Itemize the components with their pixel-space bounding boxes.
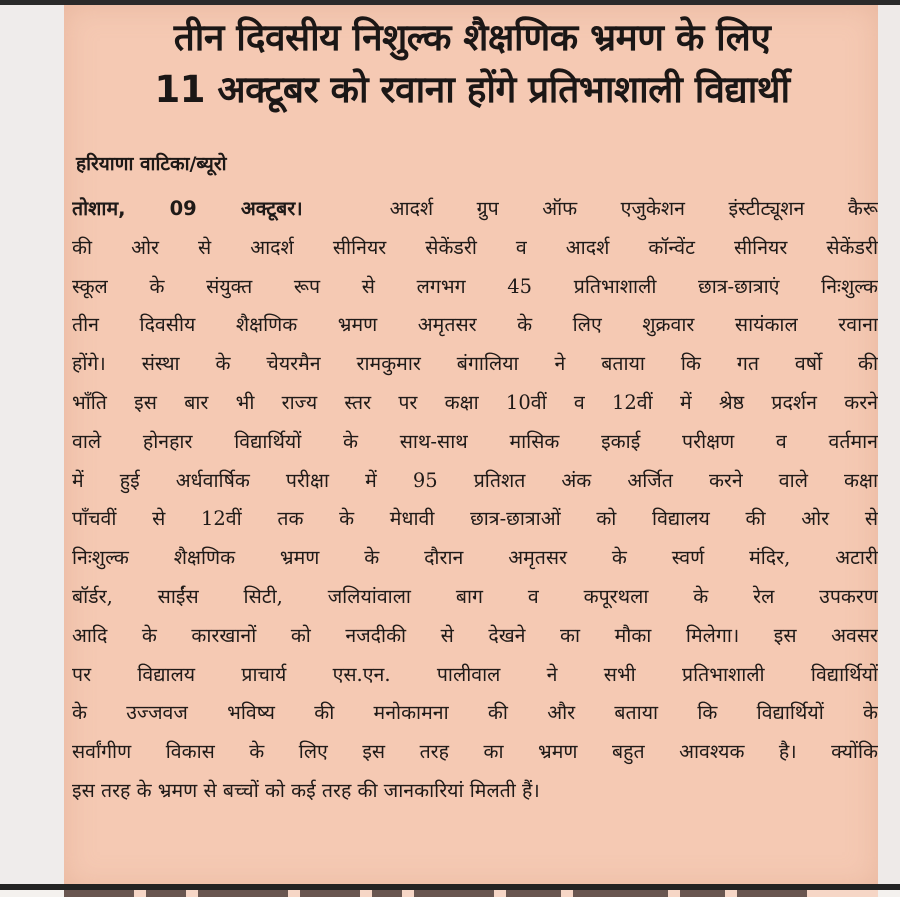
dateline: तोशाम, 09 अक्टूबर। xyxy=(72,197,303,220)
body-line: होंगे। संस्था के चेयरमैन रामकुमार बंगालिया ने बताया कि गत वर्षो की xyxy=(72,352,878,376)
body-line: बॉर्डर, साईंस सिटी, जलियांवाला बाग व कपूरथला के रेल उपकरण xyxy=(72,584,878,608)
headline-line-2: 11 अक्टूबर को रवाना होंगे प्रतिभाशाली विद्यार्थी xyxy=(154,68,790,111)
body-line: तीन दिवसीय शैक्षणिक भ्रमण अमृतसर के लिए शुक्रवार सायंकाल रवाना xyxy=(72,313,878,337)
body-line: के उज्जवज भविष्य की मनोकामना की और बताया कि विद्यार्थियों के xyxy=(72,701,878,725)
next-headline-peek xyxy=(64,890,878,897)
article-body xyxy=(72,190,878,811)
body-line: इस तरह के भ्रमण से बच्चों को कई तरह की जानकारियां मिलती हैं। xyxy=(72,778,540,802)
right-margin xyxy=(878,5,900,890)
body-line: पर विद्यालय प्राचार्य एस.एन. पालीवाल ने सभी प्रतिभाशाली विद्यार्थियों xyxy=(72,662,878,686)
body-line: वाले होनहार विद्यार्थियों के साथ-साथ मासिक इकाई परीक्षण व वर्तमान xyxy=(72,429,878,453)
left-margin xyxy=(0,5,64,890)
body-line: पाँचवीं से 12वीं तक के मेधावी छात्र-छात्राओं को विद्यालय की ओर से xyxy=(72,507,878,531)
body-line: सर्वांगीण विकास के लिए इस तरह का भ्रमण बहुत आवश्यक है। क्योंकि xyxy=(72,740,878,764)
body-line: की ओर से आदर्श सीनियर सेकेंडरी व आदर्श कॉन्वेंट सीनियर सेकेंडरी xyxy=(72,235,878,259)
byline: हरियाणा वाटिका/ब्यूरो xyxy=(76,153,227,175)
body-line-text: आदर्श ग्रुप ऑफ एजुकेशन इंस्टीट्यूशन कैरू xyxy=(389,197,878,220)
body-line: भाँति इस बार भी राज्य स्तर पर कक्षा 10वीं व 12वीं में श्रेष्ठ प्रदर्शन करने xyxy=(72,390,878,414)
headline-line-1: तीन दिवसीय निशुल्क शैक्षणिक भ्रमण के लिए xyxy=(173,16,771,59)
body-line: निःशुल्क शैक्षणिक भ्रमण के दौरान अमृतसर के स्वर्ण मंदिर, अटारी xyxy=(72,546,878,570)
body-line xyxy=(72,190,878,229)
body-line: में हुई अर्धवार्षिक परीक्षा में 95 प्रतिशत अंक अर्जित करने वाले कक्षा xyxy=(72,468,878,492)
body-line: स्कूल के संयुक्त रूप से लगभग 45 प्रतिभाशाली छात्र-छात्राएं निःशुल्क xyxy=(72,274,878,298)
headline xyxy=(72,12,872,116)
body-line: आदि के कारखानों को नजदीकी से देखने का मौका मिलेगा। इस अवसर xyxy=(72,623,878,647)
